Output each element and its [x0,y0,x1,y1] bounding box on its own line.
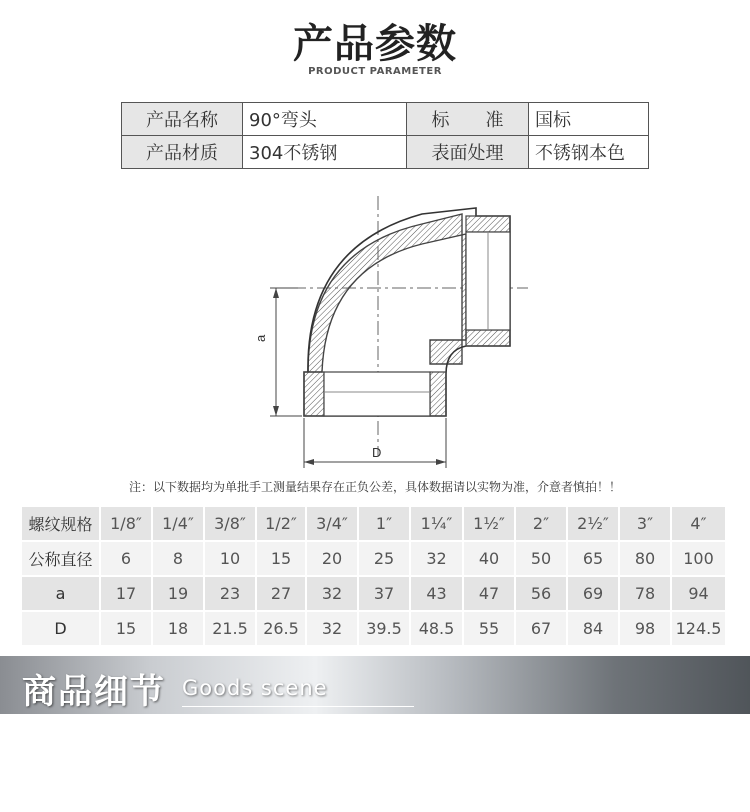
spec-cell: 3/4″ [306,507,358,541]
spec-row [22,507,726,541]
page-subtitle: PRODUCT PARAMETER [308,66,442,77]
param-label-standard: 标 准 [407,103,529,136]
side-socket-top-wall [466,216,510,232]
spec-row-label: 螺纹规格 [22,507,100,541]
dim-d-arrow-left [304,459,314,465]
parameter-table [121,102,649,169]
spec-cell: 20 [306,541,358,576]
spec-cell: 78 [619,576,671,611]
spec-cell: 15 [256,541,306,576]
elbow-technical-drawing [240,186,530,472]
banner-title-cn: 商品细节 [22,672,166,712]
spec-cell: 100 [671,541,726,576]
spec-cell: 25 [358,541,410,576]
page-title: 产品参数 [293,21,457,67]
spec-cell: 4″ [671,507,726,541]
parameter-row [122,136,649,169]
spec-cell: 56 [515,576,567,611]
spec-row-label: a [22,576,100,611]
param-label-material: 产品材质 [122,136,243,169]
spec-row-label: D [22,611,100,646]
bottom-socket-left-wall [304,372,324,416]
spec-cell: 84 [567,611,619,646]
spec-cell: 124.5 [671,611,726,646]
spec-cell: 15 [100,611,152,646]
bottom-socket-bore [324,372,430,416]
spec-cell: 40 [463,541,515,576]
bottom-socket-right-wall [430,372,446,416]
param-value-standard: 国标 [529,103,649,136]
spec-row [22,576,726,611]
spec-cell: 1/4″ [152,507,204,541]
spec-cell: 67 [515,611,567,646]
spec-cell: 39.5 [358,611,410,646]
spec-cell: 32 [306,576,358,611]
spec-cell: 19 [152,576,204,611]
spec-cell: 37 [358,576,410,611]
dim-a-arrow-bottom [273,406,279,416]
spec-cell: 27 [256,576,306,611]
spec-cell: 8 [152,541,204,576]
spec-cell: 1/2″ [256,507,306,541]
param-value-material: 304不锈钢 [243,136,407,169]
spec-row [22,611,726,646]
parameter-row [122,103,649,136]
spec-cell: 47 [463,576,515,611]
spec-cell: 32 [410,541,463,576]
spec-cell: 32 [306,611,358,646]
spec-cell: 94 [671,576,726,611]
banner-underline [182,706,414,707]
spec-row-label: 公称直径 [22,541,100,576]
spec-cell: 1″ [358,507,410,541]
spec-cell: 2½″ [567,507,619,541]
spec-cell: 26.5 [256,611,306,646]
spec-cell: 21.5 [204,611,256,646]
spec-cell: 3″ [619,507,671,541]
spec-cell: 10 [204,541,256,576]
measurement-note: 注：以下数据均为单批手工测量结果存在正负公差，具体数据请以实物为准，介意者慎拍！！ [128,480,621,494]
param-value-surface: 不锈钢本色 [529,136,649,169]
dim-d-arrow-right [436,459,446,465]
spec-cell: 65 [567,541,619,576]
spec-cell: 80 [619,541,671,576]
spec-row [22,541,726,576]
elbow-wall-section [308,214,466,372]
side-socket-bottom-wall [466,330,510,346]
dim-a-arrow-top [273,288,279,298]
spec-cell: 6 [100,541,152,576]
spec-cell: 2″ [515,507,567,541]
param-value-name: 90°弯头 [243,103,407,136]
spec-cell: 3/8″ [204,507,256,541]
spec-cell: 55 [463,611,515,646]
goods-scene-banner [0,656,750,714]
spec-cell: 98 [619,611,671,646]
banner-title-en: Goods scene [182,676,328,700]
spec-cell: 1¼″ [410,507,463,541]
spec-cell: 23 [204,576,256,611]
specification-table [22,507,727,647]
dim-d-label: D [372,445,382,460]
spec-cell: 48.5 [410,611,463,646]
dim-a-label: a [253,334,268,342]
spec-cell: 69 [567,576,619,611]
param-label-surface: 表面处理 [407,136,529,169]
spec-cell: 18 [152,611,204,646]
spec-cell: 43 [410,576,463,611]
spec-cell: 50 [515,541,567,576]
spec-cell: 17 [100,576,152,611]
spec-cell: 1½″ [463,507,515,541]
param-label-name: 产品名称 [122,103,243,136]
spec-cell: 1/8″ [100,507,152,541]
